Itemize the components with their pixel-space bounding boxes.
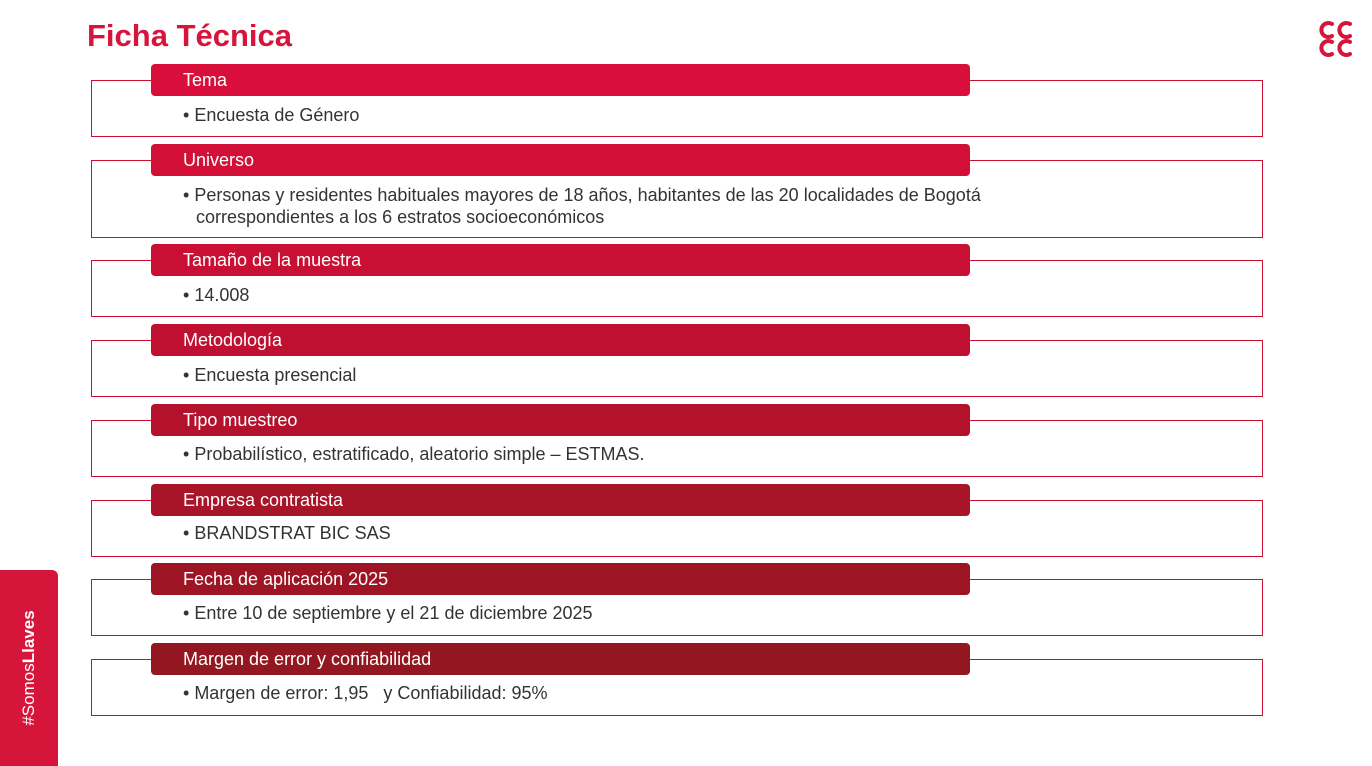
page-title: Ficha Técnica [87,18,293,53]
section-text: • Entre 10 de septiembre y el 21 de diciembre 2025 [183,602,1112,624]
hashtag-label: #SomosLlaves [19,610,38,726]
section-text: • Encuesta presencial [183,364,1112,386]
section-header: Empresa contratista [151,484,970,516]
section-text: • BRANDSTRAT BIC SAS [183,522,1112,544]
section-text: • Personas y residentes habituales mayores de 18 años, habitantes de las 20 localidades de Bogotá correspondientes a los 6 estratos socioeconómicos [183,184,1102,228]
double-c-logo-icon [1316,20,1354,58]
section-header: Universo [151,144,970,176]
section-header: Tamaño de la muestra [151,244,970,276]
somos-llaves-tab [0,570,58,766]
section-header: Tipo muestreo [151,404,970,436]
section-header: Margen de error y confiabilidad [151,643,970,675]
section-header: Tema [151,64,970,96]
section-text: • Margen de error: 1,95 y Confiabilidad: 95% [183,682,1112,704]
section-text: • Probabilístico, estratificado, aleatorio simple – ESTMAS. [183,443,1112,465]
section-header: Metodología [151,324,970,356]
section-text: • Encuesta de Género [183,104,1112,126]
section-text: • 14.008 [183,284,1112,306]
section-header: Fecha de aplicación 2025 [151,563,970,595]
